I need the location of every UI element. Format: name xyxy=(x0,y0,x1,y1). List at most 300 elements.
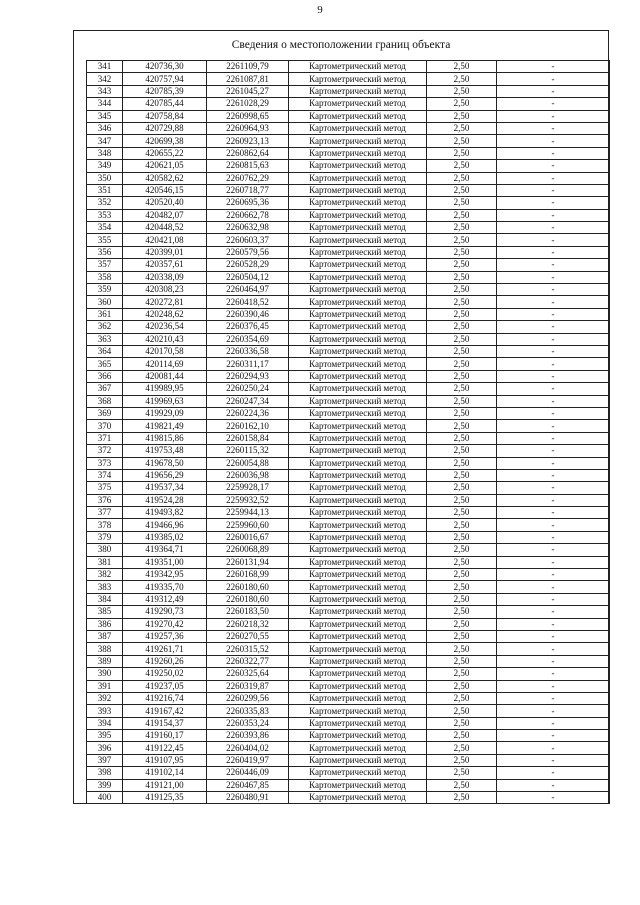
table-row xyxy=(87,556,610,568)
method-cell: Картометрический метод xyxy=(289,172,427,184)
y-coordinate-cell: 2259928,17 xyxy=(207,482,289,494)
method-cell: Картометрический метод xyxy=(289,742,427,754)
y-coordinate-cell: 2261045,27 xyxy=(207,85,289,97)
description-cell: - xyxy=(497,593,610,605)
x-coordinate-cell: 419335,70 xyxy=(123,581,207,593)
x-coordinate-cell: 419237,05 xyxy=(123,680,207,692)
table-row xyxy=(87,569,610,581)
y-coordinate-cell: 2261087,81 xyxy=(207,73,289,85)
y-coordinate-cell: 2260131,94 xyxy=(207,556,289,568)
table-row xyxy=(87,160,610,172)
x-coordinate-cell: 419125,35 xyxy=(123,792,207,804)
accuracy-cell: 2,50 xyxy=(427,234,497,246)
description-cell: - xyxy=(497,668,610,680)
y-coordinate-cell: 2260270,55 xyxy=(207,630,289,642)
y-coordinate-cell: 2260504,12 xyxy=(207,271,289,283)
accuracy-cell: 2,50 xyxy=(427,209,497,221)
accuracy-cell: 2,50 xyxy=(427,122,497,134)
y-coordinate-cell: 2260336,58 xyxy=(207,345,289,357)
accuracy-cell: 2,50 xyxy=(427,197,497,209)
x-coordinate-cell: 420399,01 xyxy=(123,246,207,258)
method-cell: Картометрический метод xyxy=(289,61,427,73)
method-cell: Картометрический метод xyxy=(289,234,427,246)
y-coordinate-cell: 2260319,87 xyxy=(207,680,289,692)
method-cell: Картометрический метод xyxy=(289,457,427,469)
x-coordinate-cell: 419250,02 xyxy=(123,668,207,680)
point-number-cell: 388 xyxy=(87,643,123,655)
accuracy-cell: 2,50 xyxy=(427,420,497,432)
accuracy-cell: 2,50 xyxy=(427,135,497,147)
table-row xyxy=(87,544,610,556)
description-cell: - xyxy=(497,445,610,457)
x-coordinate-cell: 420785,39 xyxy=(123,85,207,97)
description-cell: - xyxy=(497,556,610,568)
y-coordinate-cell: 2260923,13 xyxy=(207,135,289,147)
y-coordinate-cell: 2260603,37 xyxy=(207,234,289,246)
y-coordinate-cell: 2260998,65 xyxy=(207,110,289,122)
x-coordinate-cell: 420421,08 xyxy=(123,234,207,246)
method-cell: Картометрический метод xyxy=(289,345,427,357)
method-cell: Картометрический метод xyxy=(289,593,427,605)
table-row xyxy=(87,531,610,543)
table-row xyxy=(87,692,610,704)
y-coordinate-cell: 2260250,24 xyxy=(207,383,289,395)
method-cell: Картометрический метод xyxy=(289,395,427,407)
x-coordinate-cell: 420729,88 xyxy=(123,122,207,134)
table-row xyxy=(87,779,610,791)
y-coordinate-cell: 2260054,88 xyxy=(207,457,289,469)
point-number-cell: 368 xyxy=(87,395,123,407)
description-cell: - xyxy=(497,358,610,370)
method-cell: Картометрический метод xyxy=(289,494,427,506)
table-row xyxy=(87,395,610,407)
x-coordinate-cell: 420785,44 xyxy=(123,98,207,110)
method-cell: Картометрический метод xyxy=(289,209,427,221)
point-number-cell: 361 xyxy=(87,308,123,320)
accuracy-cell: 2,50 xyxy=(427,61,497,73)
accuracy-cell: 2,50 xyxy=(427,507,497,519)
point-number-cell: 344 xyxy=(87,98,123,110)
x-coordinate-cell: 419122,45 xyxy=(123,742,207,754)
y-coordinate-cell: 2260695,36 xyxy=(207,197,289,209)
point-number-cell: 365 xyxy=(87,358,123,370)
point-number-cell: 355 xyxy=(87,234,123,246)
point-number-cell: 398 xyxy=(87,767,123,779)
y-coordinate-cell: 2259944,13 xyxy=(207,507,289,519)
accuracy-cell: 2,50 xyxy=(427,184,497,196)
x-coordinate-cell: 419524,28 xyxy=(123,494,207,506)
y-coordinate-cell: 2260964,93 xyxy=(207,122,289,134)
accuracy-cell: 2,50 xyxy=(427,407,497,419)
accuracy-cell: 2,50 xyxy=(427,767,497,779)
accuracy-cell: 2,50 xyxy=(427,110,497,122)
accuracy-cell: 2,50 xyxy=(427,370,497,382)
method-cell: Картометрический метод xyxy=(289,383,427,395)
point-number-cell: 346 xyxy=(87,122,123,134)
method-cell: Картометрический метод xyxy=(289,779,427,791)
accuracy-cell: 2,50 xyxy=(427,754,497,766)
method-cell: Картометрический метод xyxy=(289,569,427,581)
description-cell: - xyxy=(497,370,610,382)
y-coordinate-cell: 2260376,45 xyxy=(207,321,289,333)
table-row xyxy=(87,271,610,283)
method-cell: Картометрический метод xyxy=(289,482,427,494)
method-cell: Картометрический метод xyxy=(289,655,427,667)
point-number-cell: 366 xyxy=(87,370,123,382)
description-cell: - xyxy=(497,246,610,258)
y-coordinate-cell: 2260335,83 xyxy=(207,705,289,717)
table-row xyxy=(87,643,610,655)
x-coordinate-cell: 420520,40 xyxy=(123,197,207,209)
x-coordinate-cell: 419678,50 xyxy=(123,457,207,469)
method-cell: Картометрический метод xyxy=(289,98,427,110)
description-cell: - xyxy=(497,271,610,283)
table-row xyxy=(87,606,610,618)
method-cell: Картометрический метод xyxy=(289,296,427,308)
x-coordinate-cell: 419753,48 xyxy=(123,445,207,457)
method-cell: Картометрический метод xyxy=(289,680,427,692)
method-cell: Картометрический метод xyxy=(289,420,427,432)
y-coordinate-cell: 2260762,29 xyxy=(207,172,289,184)
method-cell: Картометрический метод xyxy=(289,160,427,172)
y-coordinate-cell: 2259932,52 xyxy=(207,494,289,506)
point-number-cell: 376 xyxy=(87,494,123,506)
y-coordinate-cell: 2260662,78 xyxy=(207,209,289,221)
point-number-cell: 373 xyxy=(87,457,123,469)
table-row xyxy=(87,222,610,234)
y-coordinate-cell: 2261109,79 xyxy=(207,61,289,73)
method-cell: Картометрический метод xyxy=(289,308,427,320)
table-row xyxy=(87,184,610,196)
x-coordinate-cell: 420546,15 xyxy=(123,184,207,196)
description-cell: - xyxy=(497,494,610,506)
description-cell: - xyxy=(497,321,610,333)
y-coordinate-cell: 2260294,93 xyxy=(207,370,289,382)
x-coordinate-cell: 419364,71 xyxy=(123,544,207,556)
x-coordinate-cell: 419107,95 xyxy=(123,754,207,766)
y-coordinate-cell: 2260180,60 xyxy=(207,581,289,593)
method-cell: Картометрический метод xyxy=(289,754,427,766)
y-coordinate-cell: 2260218,32 xyxy=(207,618,289,630)
x-coordinate-cell: 420357,61 xyxy=(123,259,207,271)
table-row xyxy=(87,407,610,419)
accuracy-cell: 2,50 xyxy=(427,160,497,172)
description-cell: - xyxy=(497,692,610,704)
x-coordinate-cell: 419969,63 xyxy=(123,395,207,407)
accuracy-cell: 2,50 xyxy=(427,618,497,630)
description-cell: - xyxy=(497,606,610,618)
method-cell: Картометрический метод xyxy=(289,184,427,196)
accuracy-cell: 2,50 xyxy=(427,432,497,444)
method-cell: Картометрический метод xyxy=(289,507,427,519)
x-coordinate-cell: 419342,95 xyxy=(123,569,207,581)
point-number-cell: 369 xyxy=(87,407,123,419)
accuracy-cell: 2,50 xyxy=(427,655,497,667)
table-row xyxy=(87,308,610,320)
description-cell: - xyxy=(497,209,610,221)
point-number-cell: 352 xyxy=(87,197,123,209)
description-cell: - xyxy=(497,184,610,196)
point-number-cell: 359 xyxy=(87,284,123,296)
y-coordinate-cell: 2260115,32 xyxy=(207,445,289,457)
accuracy-cell: 2,50 xyxy=(427,692,497,704)
method-cell: Картометрический метод xyxy=(289,581,427,593)
point-number-cell: 372 xyxy=(87,445,123,457)
method-cell: Картометрический метод xyxy=(289,643,427,655)
point-number-cell: 379 xyxy=(87,531,123,543)
y-coordinate-cell: 2260480,91 xyxy=(207,792,289,804)
y-coordinate-cell: 2260311,17 xyxy=(207,358,289,370)
point-number-cell: 389 xyxy=(87,655,123,667)
accuracy-cell: 2,50 xyxy=(427,544,497,556)
y-coordinate-cell: 2260158,84 xyxy=(207,432,289,444)
point-number-cell: 391 xyxy=(87,680,123,692)
x-coordinate-cell: 419102,14 xyxy=(123,767,207,779)
table-row xyxy=(87,73,610,85)
description-cell: - xyxy=(497,222,610,234)
method-cell: Картометрический метод xyxy=(289,705,427,717)
description-cell: - xyxy=(497,333,610,345)
table-row xyxy=(87,85,610,97)
point-number-cell: 390 xyxy=(87,668,123,680)
x-coordinate-cell: 420582,62 xyxy=(123,172,207,184)
x-coordinate-cell: 419815,86 xyxy=(123,432,207,444)
accuracy-cell: 2,50 xyxy=(427,717,497,729)
method-cell: Картометрический метод xyxy=(289,370,427,382)
y-coordinate-cell: 2260162,10 xyxy=(207,420,289,432)
table-row xyxy=(87,197,610,209)
description-cell: - xyxy=(497,395,610,407)
method-cell: Картометрический метод xyxy=(289,407,427,419)
accuracy-cell: 2,50 xyxy=(427,383,497,395)
table-row xyxy=(87,172,610,184)
y-coordinate-cell: 2260299,56 xyxy=(207,692,289,704)
x-coordinate-cell: 419929,09 xyxy=(123,407,207,419)
method-cell: Картометрический метод xyxy=(289,556,427,568)
method-cell: Картометрический метод xyxy=(289,259,427,271)
accuracy-cell: 2,50 xyxy=(427,705,497,717)
y-coordinate-cell: 2260815,63 xyxy=(207,160,289,172)
y-coordinate-cell: 2260528,29 xyxy=(207,259,289,271)
table-row xyxy=(87,110,610,122)
table-row xyxy=(87,420,610,432)
accuracy-cell: 2,50 xyxy=(427,308,497,320)
description-cell: - xyxy=(497,792,610,804)
x-coordinate-cell: 420081,44 xyxy=(123,370,207,382)
x-coordinate-cell: 420482,07 xyxy=(123,209,207,221)
table-row xyxy=(87,358,610,370)
description-cell: - xyxy=(497,717,610,729)
table-title: Сведения о местоположении границ объекта xyxy=(231,39,451,51)
accuracy-cell: 2,50 xyxy=(427,457,497,469)
method-cell: Картометрический метод xyxy=(289,147,427,159)
description-cell: - xyxy=(497,383,610,395)
description-cell: - xyxy=(497,457,610,469)
description-cell: - xyxy=(497,160,610,172)
description-cell: - xyxy=(497,643,610,655)
description-cell: - xyxy=(497,197,610,209)
accuracy-cell: 2,50 xyxy=(427,494,497,506)
description-cell: - xyxy=(497,618,610,630)
table-row xyxy=(87,730,610,742)
table-row xyxy=(87,122,610,134)
x-coordinate-cell: 419385,02 xyxy=(123,531,207,543)
y-coordinate-cell: 2261028,29 xyxy=(207,98,289,110)
x-coordinate-cell: 419216,74 xyxy=(123,692,207,704)
accuracy-cell: 2,50 xyxy=(427,569,497,581)
description-cell: - xyxy=(497,469,610,481)
x-coordinate-cell: 419160,17 xyxy=(123,730,207,742)
y-coordinate-cell: 2260446,09 xyxy=(207,767,289,779)
description-cell: - xyxy=(497,655,610,667)
method-cell: Картометрический метод xyxy=(289,767,427,779)
point-number-cell: 354 xyxy=(87,222,123,234)
point-number-cell: 382 xyxy=(87,569,123,581)
method-cell: Картометрический метод xyxy=(289,730,427,742)
table-row xyxy=(87,147,610,159)
accuracy-cell: 2,50 xyxy=(427,445,497,457)
description-cell: - xyxy=(497,259,610,271)
accuracy-cell: 2,50 xyxy=(427,581,497,593)
accuracy-cell: 2,50 xyxy=(427,147,497,159)
description-cell: - xyxy=(497,110,610,122)
description-cell: - xyxy=(497,680,610,692)
method-cell: Картометрический метод xyxy=(289,432,427,444)
table-row xyxy=(87,345,610,357)
table-row xyxy=(87,259,610,271)
x-coordinate-cell: 419270,42 xyxy=(123,618,207,630)
description-cell: - xyxy=(497,779,610,791)
method-cell: Картометрический метод xyxy=(289,73,427,85)
x-coordinate-cell: 419312,49 xyxy=(123,593,207,605)
table-row xyxy=(87,469,610,481)
table-row xyxy=(87,507,610,519)
y-coordinate-cell: 2260247,34 xyxy=(207,395,289,407)
description-cell: - xyxy=(497,507,610,519)
description-cell: - xyxy=(497,135,610,147)
table-row xyxy=(87,61,610,73)
description-cell: - xyxy=(497,531,610,543)
y-coordinate-cell: 2260180,60 xyxy=(207,593,289,605)
description-cell: - xyxy=(497,730,610,742)
method-cell: Картометрический метод xyxy=(289,110,427,122)
method-cell: Картометрический метод xyxy=(289,284,427,296)
point-number-cell: 380 xyxy=(87,544,123,556)
description-cell: - xyxy=(497,432,610,444)
point-number-cell: 349 xyxy=(87,160,123,172)
table-row xyxy=(87,333,610,345)
x-coordinate-cell: 420448,52 xyxy=(123,222,207,234)
accuracy-cell: 2,50 xyxy=(427,556,497,568)
y-coordinate-cell: 2260632,98 xyxy=(207,222,289,234)
description-cell: - xyxy=(497,420,610,432)
method-cell: Картометрический метод xyxy=(289,717,427,729)
x-coordinate-cell: 419261,71 xyxy=(123,643,207,655)
method-cell: Картометрический метод xyxy=(289,469,427,481)
accuracy-cell: 2,50 xyxy=(427,345,497,357)
y-coordinate-cell: 2260418,52 xyxy=(207,296,289,308)
x-coordinate-cell: 420621,05 xyxy=(123,160,207,172)
x-coordinate-cell: 420210,43 xyxy=(123,333,207,345)
point-number-cell: 399 xyxy=(87,779,123,791)
y-coordinate-cell: 2260354,69 xyxy=(207,333,289,345)
x-coordinate-cell: 420272,81 xyxy=(123,296,207,308)
point-number-cell: 387 xyxy=(87,630,123,642)
point-number-cell: 347 xyxy=(87,135,123,147)
point-number-cell: 362 xyxy=(87,321,123,333)
description-cell: - xyxy=(497,544,610,556)
x-coordinate-cell: 419260,26 xyxy=(123,655,207,667)
x-coordinate-cell: 419167,42 xyxy=(123,705,207,717)
table-row xyxy=(87,618,610,630)
description-cell: - xyxy=(497,308,610,320)
method-cell: Картометрический метод xyxy=(289,358,427,370)
table-row xyxy=(87,98,610,110)
table-row xyxy=(87,668,610,680)
method-cell: Картометрический метод xyxy=(289,122,427,134)
accuracy-cell: 2,50 xyxy=(427,85,497,97)
description-cell: - xyxy=(497,296,610,308)
table-row xyxy=(87,705,610,717)
table-row xyxy=(87,482,610,494)
description-cell: - xyxy=(497,482,610,494)
y-coordinate-cell: 2260016,67 xyxy=(207,531,289,543)
x-coordinate-cell: 420114,69 xyxy=(123,358,207,370)
table-row xyxy=(87,209,610,221)
x-coordinate-cell: 419466,96 xyxy=(123,519,207,531)
accuracy-cell: 2,50 xyxy=(427,271,497,283)
point-number-cell: 342 xyxy=(87,73,123,85)
accuracy-cell: 2,50 xyxy=(427,222,497,234)
method-cell: Картометрический метод xyxy=(289,197,427,209)
point-number-cell: 397 xyxy=(87,754,123,766)
point-number-cell: 384 xyxy=(87,593,123,605)
x-coordinate-cell: 420757,94 xyxy=(123,73,207,85)
table-row xyxy=(87,717,610,729)
accuracy-cell: 2,50 xyxy=(427,395,497,407)
method-cell: Картометрический метод xyxy=(289,85,427,97)
description-cell: - xyxy=(497,234,610,246)
x-coordinate-cell: 419493,82 xyxy=(123,507,207,519)
accuracy-cell: 2,50 xyxy=(427,606,497,618)
table-row xyxy=(87,742,610,754)
point-number-cell: 341 xyxy=(87,61,123,73)
x-coordinate-cell: 419656,29 xyxy=(123,469,207,481)
point-number-cell: 357 xyxy=(87,259,123,271)
y-coordinate-cell: 2259960,60 xyxy=(207,519,289,531)
table-row xyxy=(87,383,610,395)
method-cell: Картометрический метод xyxy=(289,445,427,457)
point-number-cell: 353 xyxy=(87,209,123,221)
table-row xyxy=(87,321,610,333)
point-number-cell: 400 xyxy=(87,792,123,804)
x-coordinate-cell: 419154,37 xyxy=(123,717,207,729)
x-coordinate-cell: 419351,00 xyxy=(123,556,207,568)
description-cell: - xyxy=(497,345,610,357)
accuracy-cell: 2,50 xyxy=(427,680,497,692)
description-cell: - xyxy=(497,61,610,73)
x-coordinate-cell: 419290,73 xyxy=(123,606,207,618)
accuracy-cell: 2,50 xyxy=(427,321,497,333)
accuracy-cell: 2,50 xyxy=(427,482,497,494)
y-coordinate-cell: 2260390,46 xyxy=(207,308,289,320)
method-cell: Картометрический метод xyxy=(289,531,427,543)
point-number-cell: 392 xyxy=(87,692,123,704)
description-cell: - xyxy=(497,630,610,642)
table-row xyxy=(87,457,610,469)
point-number-cell: 395 xyxy=(87,730,123,742)
accuracy-cell: 2,50 xyxy=(427,593,497,605)
